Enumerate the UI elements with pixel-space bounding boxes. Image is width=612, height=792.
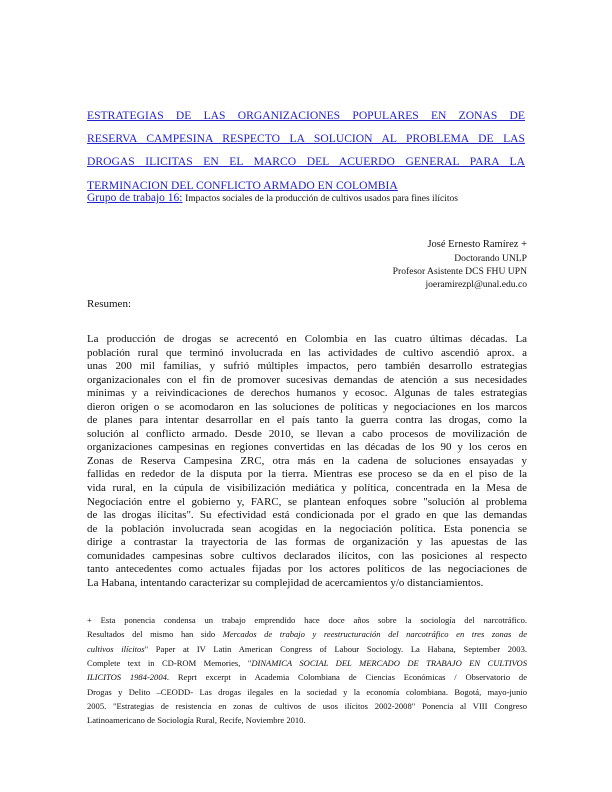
title-line[interactable]: RESERVA CAMPESINA RESPECTO LA SOLUCION AL PROBLEMA DE LAS bbox=[87, 132, 525, 146]
working-group-description: Impactos sociales de la producción de cultivos usados para fines ilícitos bbox=[185, 194, 458, 204]
footnote-text: Resultados del mismo han sido bbox=[87, 629, 223, 640]
abstract-line: dirige a contrastar la trayectoria de las formas de organización y las apuestas de las bbox=[87, 536, 527, 549]
footnote-line bbox=[87, 642, 527, 656]
abstract-line: mínimas y a reivindicaciones de derechos humanos y ecosoc. Algunas de tales estrategias bbox=[87, 387, 527, 400]
footnote-text: Latinoamericano de Sociología Rural, Recife, Noviembre 2010. bbox=[87, 715, 306, 726]
abstract-line: comunidades campesinas sobre cultivos declarados ilícitos, con las posiciones al respecto bbox=[87, 549, 527, 562]
title-line[interactable]: ESTRATEGIAS DE LAS ORGANIZACIONES POPULARES EN ZONAS DE bbox=[87, 109, 525, 122]
footnote-line bbox=[87, 670, 527, 684]
abstract-line: Negociación entre el gobierno y, FARC, se plantean enfoques sobre "solución al problema bbox=[87, 495, 527, 508]
working-group-link[interactable]: Grupo de trabajo 16: bbox=[87, 192, 183, 204]
abstract-line: fallidas en rededor de la disputa por la tierra. Mientras ese proceso se da en el piso de la bbox=[87, 468, 527, 481]
abstract-line: de planes para intentar desarrollar en el país tanto la guerra contra las drogas, como la bbox=[87, 414, 527, 427]
footnote-line bbox=[87, 656, 527, 670]
title-line[interactable]: DROGAS ILICITAS EN EL MARCO DEL ACUERDO GENERAL PARA LA bbox=[87, 155, 525, 169]
abstract-line: de las drogas ilícitas". Su efectividad está condicionada por el grado en que las demandas bbox=[87, 509, 527, 522]
abstract-line: de la población involucrada sean acogidas en la negociación política. Esta ponencia se bbox=[87, 522, 527, 535]
abstract-line: unas 200 mil familias, y sufrió múltiples impactos, pero también desarrollo estrategias bbox=[87, 360, 527, 373]
footnote-text: Complete text in CD-ROM Memories, " bbox=[87, 658, 252, 669]
abstract-line: dieron origen o se acomodaron en las soluciones de políticas y negociaciones en los marcos bbox=[87, 400, 527, 413]
footnote-text: Drogas y Delito –CEODD- Las drogas ilegales en la sociedad y la economía colombiana. Bogotá, mayo-junio bbox=[87, 686, 527, 697]
footnote-text: 2005. "Estrategias de resistencia en zonas de cultivos de usos ilícitos 2002-2008" Ponencia al VIII Congreso bbox=[87, 701, 527, 712]
abstract-line: solución al conflicto armado. Desde 2010, se llevan a cabo procesos de movilización de bbox=[87, 427, 527, 440]
title-line[interactable]: TERMINACION DEL CONFLICTO ARMADO EN COLOMBIA bbox=[87, 178, 398, 192]
author-email: joeramirezpl@unal.edu.co bbox=[425, 279, 527, 290]
author-block bbox=[393, 238, 527, 291]
footnote-italic-text: DINAMICA SOCIAL DEL MERCADO DE TRABAJO EN CULTIVOS bbox=[251, 658, 527, 669]
footnote-text: . Reprt excerpt in Academia Colombiana de Ciencias Económicas / Observatorio de bbox=[166, 672, 527, 683]
abstract-line: población rural que terminó involucrada en las actividades de cultivo ascendió aprox. a bbox=[87, 346, 527, 359]
footnote-line bbox=[87, 713, 527, 727]
footnote-text: " Paper at IV Latin American Congress of Labour Sociology. La Habana, September 2003. bbox=[144, 643, 527, 654]
abstract-line: organizacionales con el fin de promover sucesivas demandas de atención a sus necesidades bbox=[87, 373, 527, 386]
abstract-line: vida rural, en la cúpula de visibilización mediática y política, concentrada en la Mesa de bbox=[87, 482, 527, 495]
author-affiliation: Doctorando UNLP bbox=[454, 253, 527, 264]
abstract-line: tanto antecedentes como actuales fijadas por los actores políticos de las negociaciones de bbox=[87, 563, 527, 576]
abstract-line: organizaciones campesinas en regiones convertidas en las décadas de los 90 y los ceros en bbox=[87, 441, 527, 454]
footnote-line bbox=[87, 627, 527, 641]
footnote-text: + Esta ponencia condensa un trabajo emprendido hace doce años sobre la sociología del narcotráfico. bbox=[87, 615, 527, 625]
author-position: Profesor Asistente DCS FHU UPN bbox=[392, 266, 527, 277]
abstract-heading: Resumen: bbox=[87, 298, 131, 310]
footnote-line bbox=[87, 699, 527, 713]
abstract-body bbox=[87, 333, 527, 590]
abstract-line: La producción de drogas se acrecentó en Colombia en las cuatro últimas décadas. La bbox=[87, 333, 527, 345]
footnote-line bbox=[87, 613, 527, 627]
footnote-line bbox=[87, 685, 527, 699]
author-name: José Ernesto Ramírez + bbox=[427, 239, 527, 250]
footnote-italic-text: Mercados de trabajo y reestructuración del narcotráfico en tres zonas de bbox=[222, 629, 527, 640]
footnote-italic-text: cultivos ilícitos bbox=[87, 643, 145, 654]
paper-title[interactable] bbox=[87, 104, 525, 197]
abstract-line: La Habana, intentando caracterizar su complejidad de acercamientos y/o distanciamientos. bbox=[87, 576, 484, 589]
working-group-line bbox=[87, 192, 527, 204]
footnote-italic-text: ILICITOS 1984-2004 bbox=[87, 672, 167, 683]
footnote bbox=[87, 613, 527, 728]
abstract-line: Zonas de Reserva Campesina ZRC, otra más en la cadena de soluciones ensayadas y bbox=[87, 454, 527, 467]
